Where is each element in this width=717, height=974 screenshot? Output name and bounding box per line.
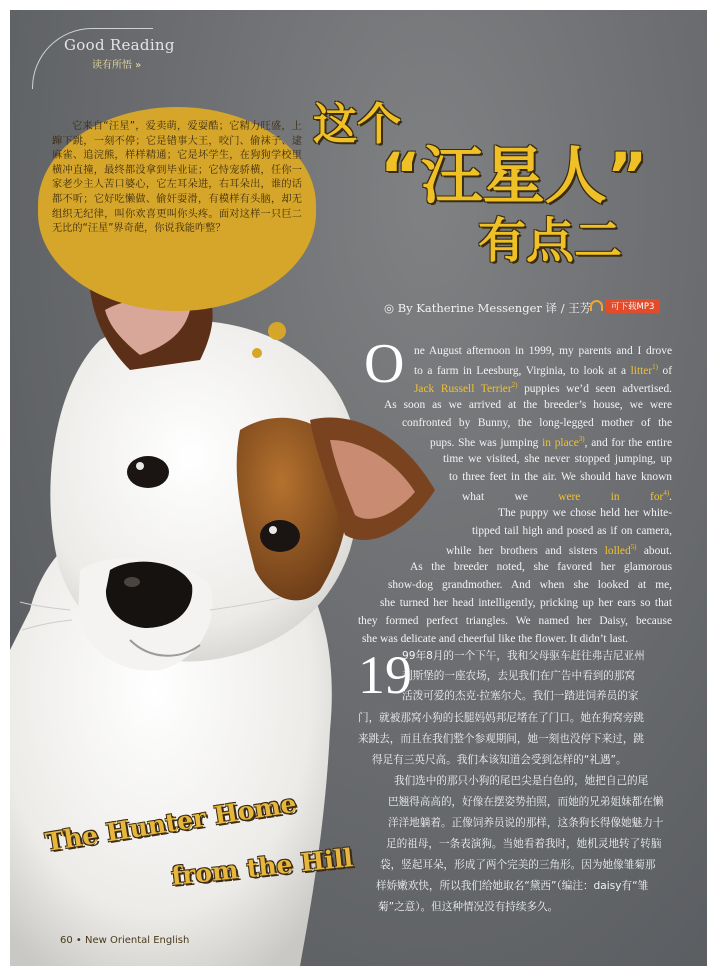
english-drop-cap: O [364, 333, 405, 395]
story-title-line-2: from the Hill [169, 843, 355, 891]
chinese-line: 利斯堡的一座农场，去见我们在广告中看到的那窝 [402, 670, 636, 682]
chinese-line: 门，就被那窝小狗的长腿妈妈邦尼堵在了门口。她在狗窝旁跳 [358, 712, 645, 724]
english-text: 2) [511, 381, 518, 389]
headphones-icon [590, 300, 603, 311]
chinese-line: 来跳去，而且在我们整个参观期间，她一刻也没停下来过，跳 [358, 733, 645, 745]
english-text: time we visited, she never stopped jumping, up [443, 453, 672, 465]
intro-text: 它来自“汪星”，爱卖萌，爱耍酷；它精力旺盛，上蹿下跳，一刻不停；它是错事大王，咬门、偷袜子、逮麻雀、追浣熊，样样精通；它是坏学生，在狗狗学校里横冲直撞，最终都没拿到毕业证；它恃宠骄横，任你一家老少主人苦口婆心，它左耳朵进，右耳朵出，谁的话都不听；它好吃懒做、偷奸耍滑，有模样有头脑，却无组织无纪律，叫你欢喜更叫你头疼。面对这样一只巨二无比的“汪星”界奇葩，你说我能咋整？ [52, 121, 302, 235]
english-line [443, 453, 672, 469]
chinese-line: 洋洋地躺着。正像饲养员说的那样，这条狗长得像她魅力十 [388, 817, 664, 829]
chinese-line: 菊”之意）。但这种情况没有持续多久。 [378, 901, 559, 913]
english-text: 5) [630, 543, 637, 551]
english-text: show-dog grandmother. And when she looked at me, [388, 579, 672, 591]
english-text: The puppy we chose held her white- [498, 507, 672, 519]
english-line [462, 489, 672, 505]
english-line [358, 615, 672, 631]
english-line [414, 363, 672, 379]
chinese-line: 99年8月的一个下午，我和父母驱车赶往弗吉尼亚州 [402, 650, 645, 662]
headline-line-2: “汪星人” [380, 139, 648, 212]
english-line [472, 525, 672, 541]
english-line [388, 579, 672, 595]
mp3-download[interactable] [590, 298, 660, 313]
glossary-term: Jack Russell Terrier [414, 382, 512, 395]
chinese-line: 足的祖母，一条表演狗。当她看着我时，她机灵地转了转脑 [386, 838, 662, 850]
english-text: As the breeder noted, she favored her glamorous [410, 561, 672, 573]
english-line [498, 507, 672, 523]
english-text: tipped tail high and posed as if on camera, [472, 525, 672, 537]
english-text: while her brothers and sisters [446, 544, 605, 557]
english-line [402, 417, 672, 433]
story-title-line-1: The Hunter Home [43, 788, 299, 857]
headline-line-3: 有点二 [478, 213, 623, 269]
mp3-label: 可下载MP3 [605, 299, 660, 313]
english-line [410, 561, 672, 577]
english-text: As soon as we arrived at the breeder’s house, we were [384, 399, 672, 411]
photo-panel [10, 10, 707, 966]
english-line [384, 399, 672, 415]
chinese-line: 我们选中的那只小狗的尾巴尖是白色的，她把自己的尾 [394, 775, 649, 787]
english-text: pups. She was jumping [430, 436, 543, 449]
chinese-drop-cap: 19 [358, 645, 412, 705]
english-text: , and for the entire [584, 436, 673, 449]
glossary-term: litter [630, 364, 653, 377]
glossary-term: were in for [558, 490, 664, 503]
bubble-dot [252, 348, 262, 358]
english-text: . [669, 490, 673, 503]
byline: ◎ By Katherine Messenger 译 / 王芳 [384, 301, 592, 315]
chinese-line: 巴翘得高高的，好像在摆姿势拍照，而她的兄弟姐妹都在懒 [388, 796, 664, 808]
glossary-term: in place [542, 436, 579, 449]
english-text: ne August afternoon in 1999, my parents and I drove [414, 345, 672, 357]
english-line [446, 543, 672, 559]
page-footer: 60 • New Oriental English [60, 935, 190, 946]
chinese-line: 袋，竖起耳朵，形成了两个完美的三角形。因为她像雏菊那 [380, 859, 656, 871]
english-text: what we [462, 490, 559, 503]
section-subtitle: 读有所悟 » [92, 60, 142, 71]
headline-line-1: 这个 [313, 99, 401, 150]
english-text: 3) [578, 435, 585, 443]
english-text: they formed perfect triangles. We named her Daisy, because [358, 615, 672, 627]
english-text: 4) [663, 489, 670, 497]
english-text: she turned her head intelligently, pricking up her ears so that [380, 597, 672, 609]
english-text: to three feet in the air. We should have known [449, 471, 672, 483]
chinese-line: 得足有三英尺高。我们本该知道会受到怎样的“礼遇”。 [372, 754, 627, 766]
english-text: of [657, 364, 672, 377]
bubble-dot [268, 322, 286, 340]
english-text: about. [636, 544, 672, 557]
english-line [380, 597, 672, 613]
english-text: confronted by Bunny, the long-legged mother of the [402, 417, 672, 429]
english-line [414, 381, 672, 397]
english-line [449, 471, 672, 487]
section-title: Good Reading [64, 36, 175, 54]
glossary-term: lolled [604, 544, 631, 557]
english-text: 1) [652, 363, 658, 371]
english-line [430, 435, 672, 451]
chinese-line: 样娇嫩欢快，所以我们给她取名“黛西”（编注：daisy有“雏 [376, 880, 649, 892]
chinese-line: 活泼可爱的杰克·拉塞尔犬。我们一踏进饲养员的家 [402, 690, 639, 702]
english-line [414, 345, 672, 361]
english-text: she was delicate and cheerful like the flower. It didn’t last. [362, 633, 629, 645]
english-text: to a farm in Leesburg, Virginia, to look at a [414, 364, 631, 377]
english-text: puppies we’d seen advertised. [517, 382, 673, 395]
